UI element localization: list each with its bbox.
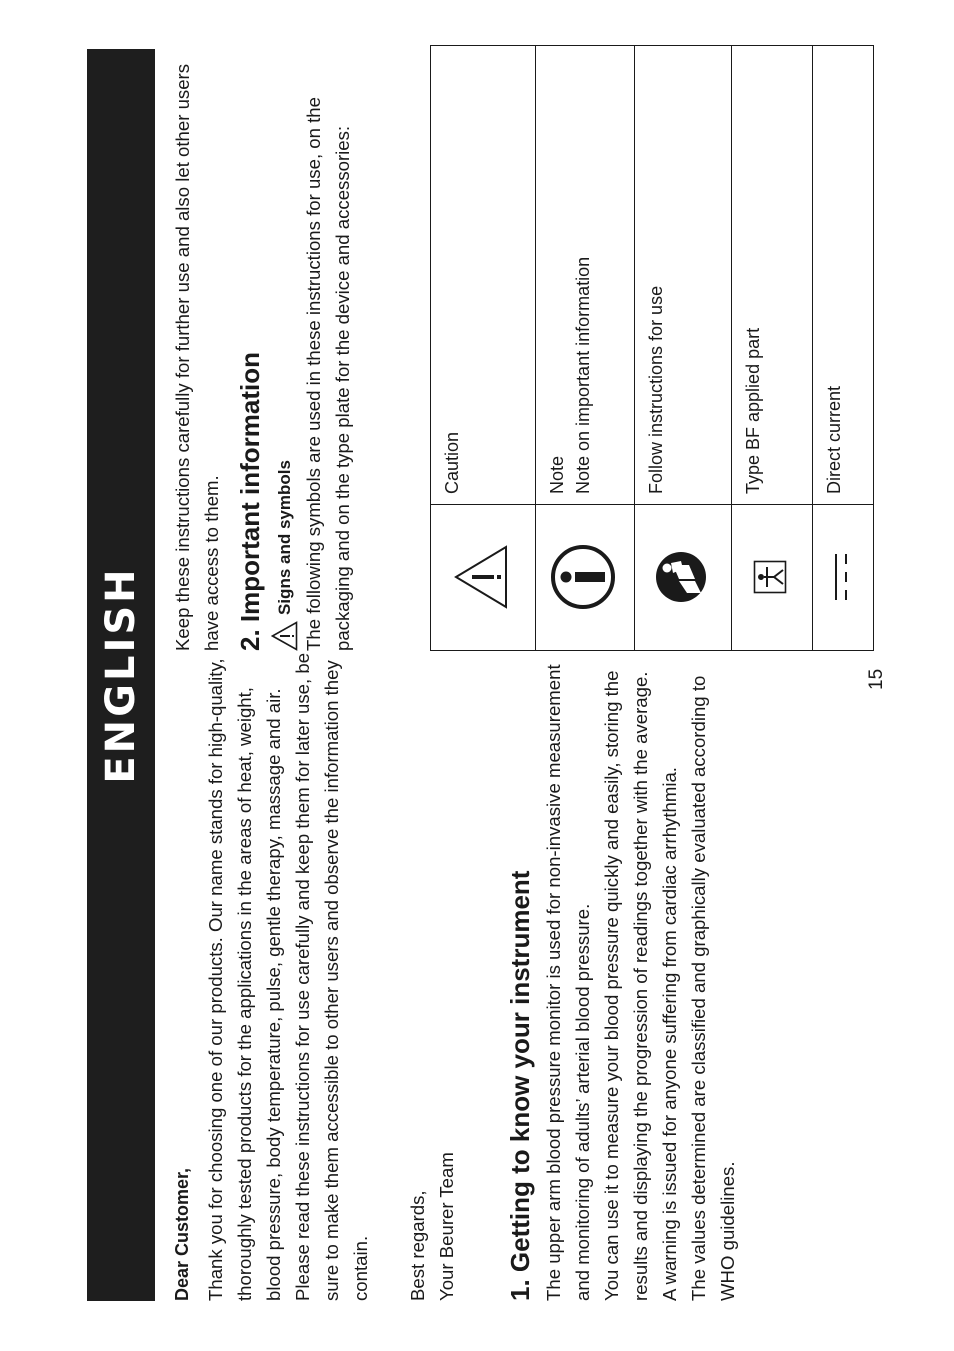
regards-line: Best regards, [407,1190,428,1301]
symbol-cell [536,505,635,651]
symbol-cell [431,505,536,651]
symbol-cell [732,505,813,651]
section1-paragraph-2: You can use it to measure your blood pressure quickly and easily, storing the results and displaying the progression of readings together with the average. [601,670,651,1301]
section1-paragraph-1: The upper arm blood pressure monitor is used for non-invasive measurement and monitoring of adults’ arterial blood pressure. [543,664,593,1301]
table-row [813,46,874,651]
symbol-cell [635,505,732,651]
type-bf-applied-part-icon [753,561,787,595]
symbol-label: Note [547,455,567,494]
salutation: Dear Customer, [172,1167,192,1301]
symbol-detail: Note on important information [573,256,593,494]
symbol-description [431,46,536,505]
symbol-description [536,46,635,505]
caution-triangle-icon [453,545,509,611]
language-header-bar [87,49,155,1301]
symbol-description [732,46,813,505]
section1-paragraph-3: A warning is issued for anyone suffering from cardiac arrhythmia. [659,767,680,1301]
table-row [635,46,732,651]
table-row [732,46,813,651]
signs-symbols-label: Signs and symbols [275,460,294,615]
intro-paragraph: Thank you for choosing one of our products. Our name stands for high-quality, thoroughly tested products for the applications in the areas of heat, weight, blood pressure, body temperature, pulse, gentle therapy, massage and air. Please read these instructions for use carefully and keep them for later use, be sure to make them accessible to other users and observe the information they contain. [205,652,371,1301]
page-number: 15 [866,668,887,690]
signs-symbols-subheading [270,41,299,651]
section2-heading: 2. Important information [235,352,265,651]
language-title: ENGLISH [98,566,144,784]
section1-heading: 1. Getting to know your instrument [505,870,535,1301]
symbol-label: Caution [442,431,462,494]
direct-current-icon [830,553,852,603]
section2-intro: The following symbols are used in these instructions for use, on the packaging and on the type plate for the device and accessories: [303,97,353,651]
info-note-icon [549,544,617,612]
follow-instructions-icon [655,552,707,604]
section1-paragraph-4: The values determined are classified and graphically evaluated according to WHO guidelines. [688,675,738,1301]
keep-instructions-note: Keep these instructions carefully for further use and also let other users have access to them. [172,63,222,651]
warning-triangle-icon [271,621,298,651]
table-row [431,46,536,651]
symbol-label: Type BF applied part [743,327,763,494]
symbol-label: Follow instructions for use [646,285,666,494]
signature-line: Your Beurer Team [436,1152,457,1301]
table-row [536,46,635,651]
symbol-description [813,46,874,505]
symbols-table [430,45,874,651]
symbol-description [635,46,732,505]
right-column [168,41,357,651]
symbol-cell [813,505,874,651]
symbol-label: Direct current [824,385,844,494]
left-column [168,651,742,1301]
